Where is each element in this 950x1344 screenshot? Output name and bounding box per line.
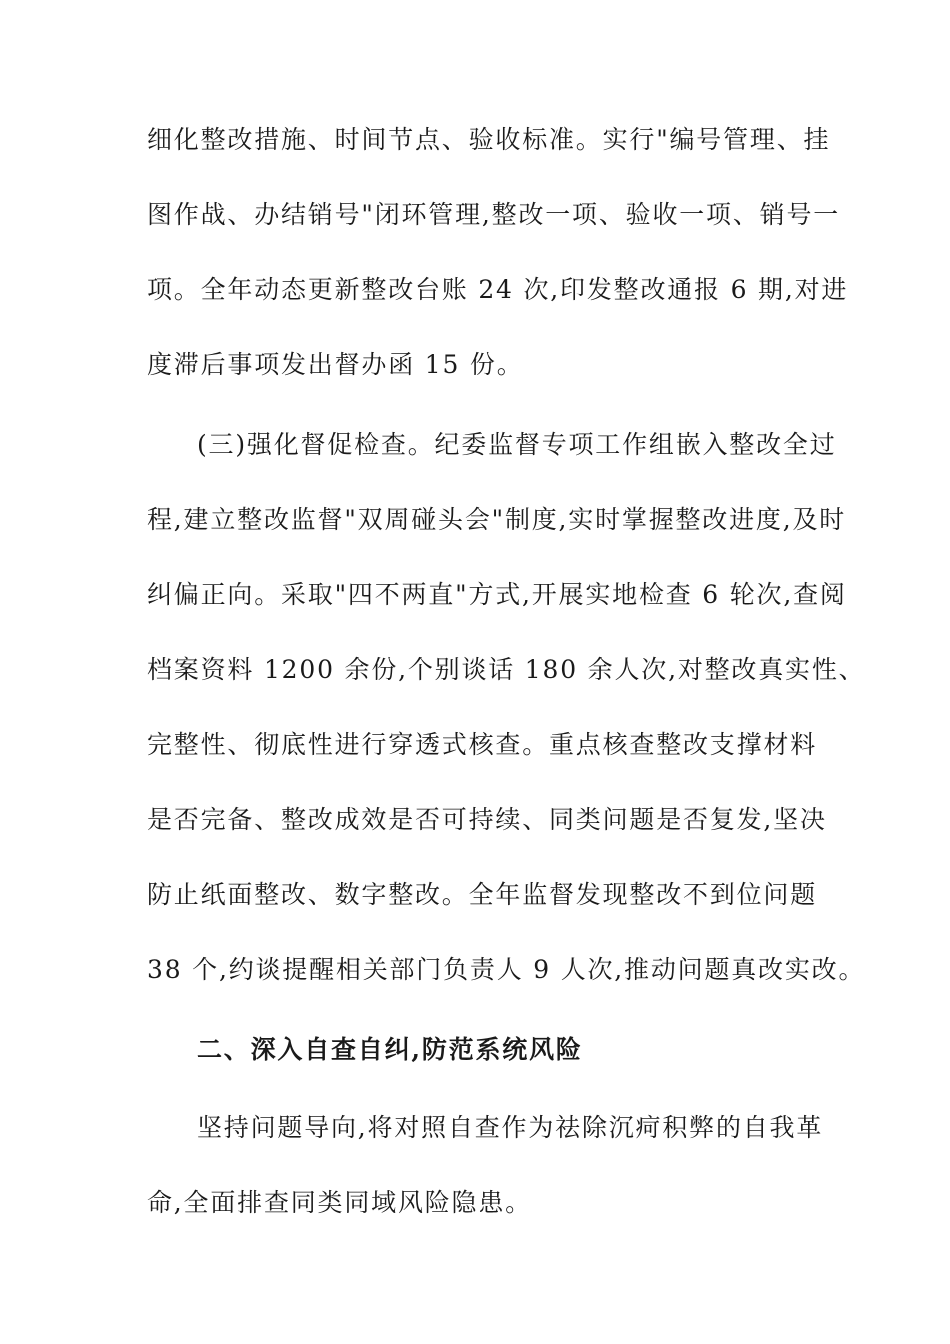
para1-line-3: 项。全年动态更新整改台账 24 次,印发整改通报 6 期,对进 <box>147 275 849 304</box>
section-heading: 二、深入自查自纠,防范系统风险 <box>197 1035 583 1064</box>
para2-line-3: 纠偏正向。采取"四不两直"方式,开展实地检查 6 轮次,查阅 <box>147 580 847 609</box>
para1-line-1: 细化整改措施、时间节点、验收标准。实行"编号管理、挂 <box>147 125 831 154</box>
para2-line-4: 档案资料 1200 余份,个别谈话 180 余人次,对整改真实性、 <box>147 655 866 684</box>
para3-line-1: 坚持问题导向,将对照自查作为祛除沉疴积弊的自我革 <box>197 1113 824 1142</box>
para2-line-1: (三)强化督促检查。纪委监督专项工作组嵌入整改全过 <box>197 430 837 459</box>
para1-line-4: 度滞后事项发出督办函 15 份。 <box>147 350 524 379</box>
para2-line-5: 完整性、彻底性进行穿透式核查。重点核查整改支撑材料 <box>147 730 818 759</box>
para2-line-6: 是否完备、整改成效是否可持续、同类问题是否复发,坚决 <box>147 805 827 834</box>
para2-line-8: 38 个,约谈提醒相关部门负责人 9 人次,推动问题真改实改。 <box>147 955 866 984</box>
para3-line-2: 命,全面排查同类同域风险隐患。 <box>147 1188 532 1217</box>
para1-line-2: 图作战、办结销号"闭环管理,整改一项、验收一项、销号一 <box>147 200 841 229</box>
para2-line-2: 程,建立整改监督"双周碰头会"制度,实时掌握整改进度,及时 <box>147 505 847 534</box>
para2-line-7: 防止纸面整改、数字整改。全年监督发现整改不到位问题 <box>147 880 818 909</box>
